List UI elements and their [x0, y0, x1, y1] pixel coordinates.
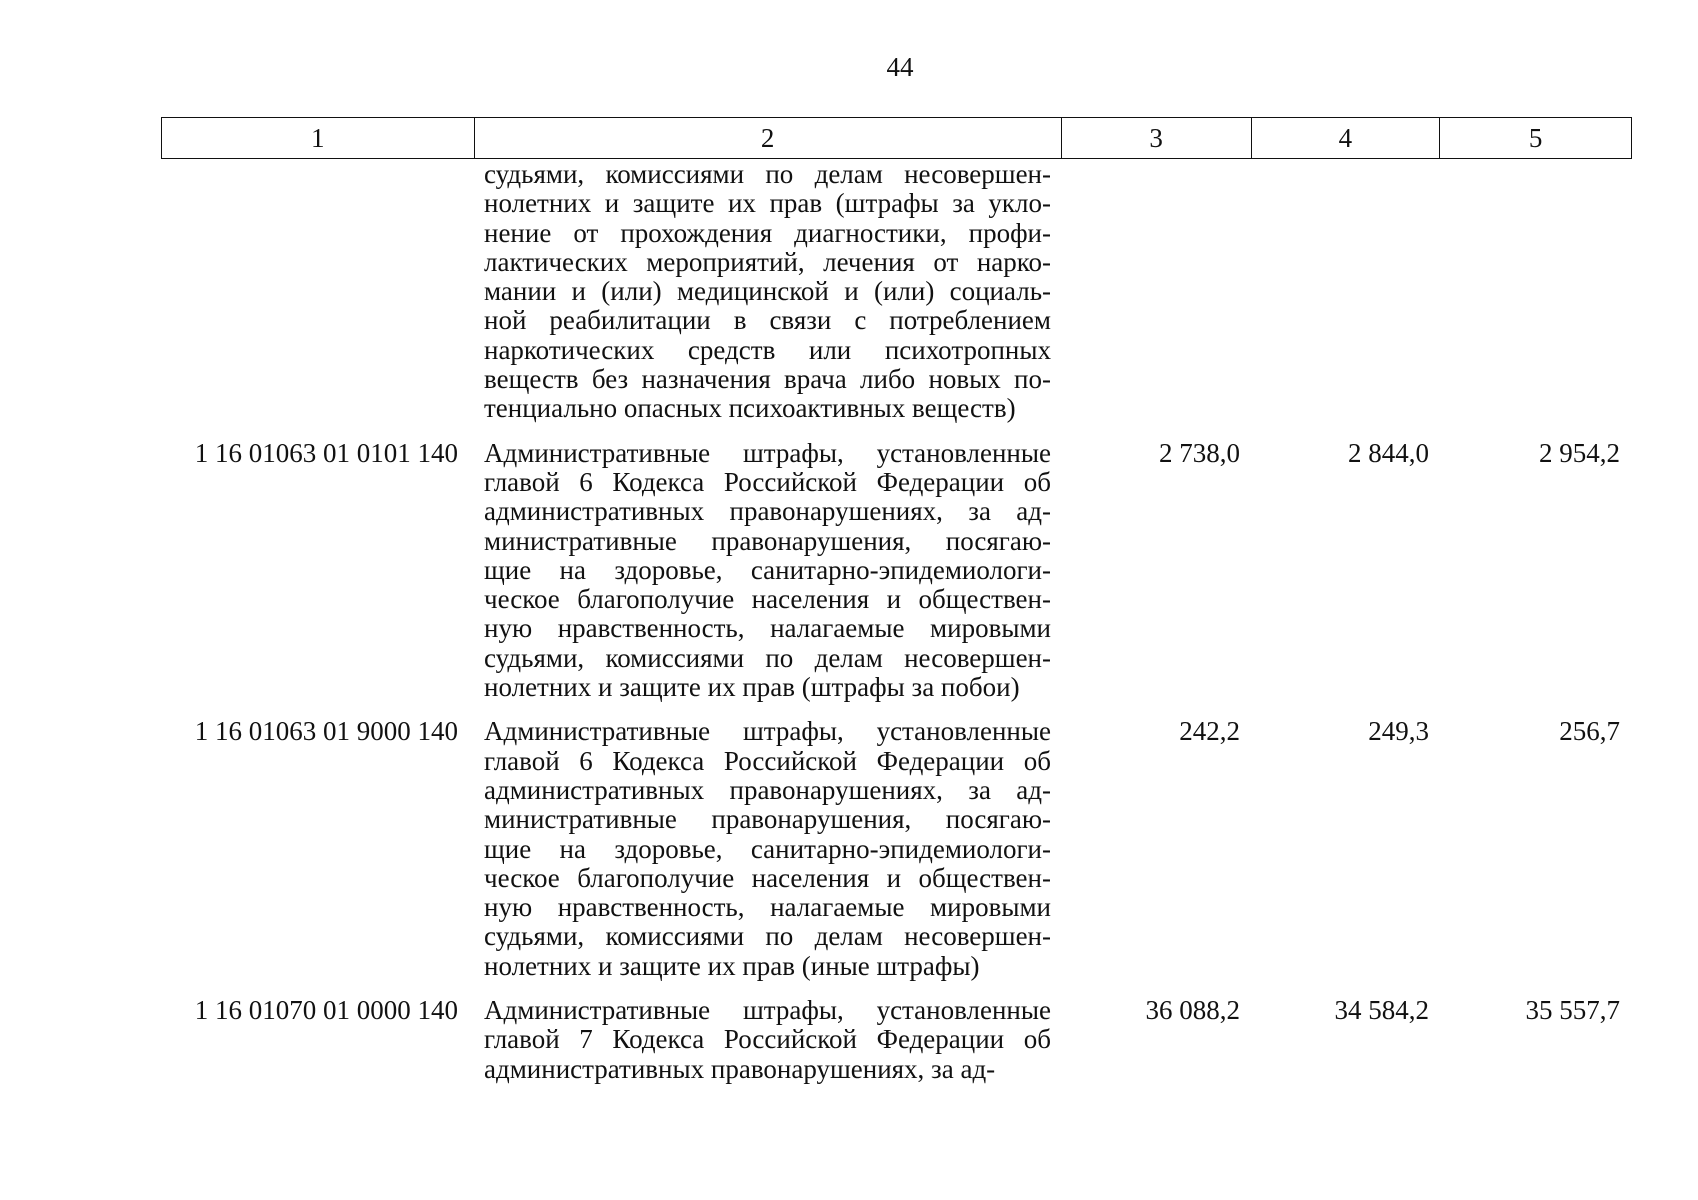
description-line: Административные штрафы, установленные [484, 437, 1051, 468]
budget-code: 1 16 01063 01 0101 140 [194, 437, 458, 468]
value-col-3: 242,2 [1179, 716, 1240, 747]
row-description [474, 717, 1062, 981]
header-col-3: 3 [1062, 118, 1252, 158]
header-col-5: 5 [1528, 123, 1543, 153]
description-line: щие на здоровье, санитарно-эпидемиологи- [484, 554, 1051, 585]
value-col-3: 36 088,2 [1145, 995, 1240, 1026]
description-line: ческое благополучие населения и обществен- [484, 584, 1051, 615]
description-line: министративные правонарушения, посягаю- [484, 804, 1051, 835]
table-row [161, 717, 1632, 981]
value-col-5: 256,7 [1559, 716, 1620, 747]
table-body [161, 160, 1632, 1099]
value-col-5 [1441, 160, 1632, 424]
description-line: щие на здоровье, санитарно-эпидемиологи- [484, 833, 1051, 864]
row-description [474, 996, 1062, 1084]
description-line: главой 7 Кодекса Российской Федерации об [484, 1024, 1051, 1055]
description-line: нолетних и защите их прав (штрафы за укло- [484, 188, 1051, 219]
value-col-4: 249,3 [1368, 716, 1429, 747]
budget-code [161, 160, 474, 424]
value-col-3 [1062, 160, 1252, 424]
description-line: ной реабилитации в связи с потреблением [484, 305, 1051, 336]
value-col-4: 34 584,2 [1334, 995, 1429, 1026]
header-col-1: 1 [162, 118, 475, 158]
description-line: административных правонарушениях, за ад- [484, 1053, 996, 1084]
budget-code: 1 16 01070 01 0000 140 [194, 995, 458, 1026]
table-header [161, 117, 1632, 159]
description-line: судьями, комиссиями по делам несовершен- [484, 921, 1051, 952]
description-line: главой 6 Кодекса Российской Федерации об [484, 466, 1051, 497]
header-col-2: 2 [475, 118, 1062, 158]
description-line: ческое благополучие населения и обществен- [484, 862, 1051, 893]
description-line: судьями, комиссиями по делам несовершен- [484, 642, 1051, 673]
table-row [161, 160, 1632, 424]
description-line: главой 6 Кодекса Российской Федерации об [484, 745, 1051, 776]
description-line: административных правонарушениях, за ад- [484, 496, 1051, 527]
header-col-4: 4 [1252, 118, 1441, 158]
description-line: ную нравственность, налагаемые мировыми [484, 613, 1051, 644]
description-line: веществ без назначения врача либо новых по- [484, 364, 1051, 395]
value-col-4 [1252, 160, 1441, 424]
page-number: 44 [886, 52, 914, 82]
description-line: нолетних и защите их прав (иные штрафы) [484, 950, 980, 981]
description-line: Административные штрафы, установленные [484, 995, 1051, 1026]
description-line: нолетних и защите их прав (штрафы за побои) [484, 672, 1020, 703]
description-line: судьями, комиссиями по делам несовершен- [484, 159, 1051, 189]
description-line: нение от прохождения диагностики, профи- [484, 217, 1051, 248]
description-line: Административные штрафы, установленные [484, 716, 1051, 747]
description-line: административных правонарушениях, за ад- [484, 774, 1051, 805]
value-col-3: 2 738,0 [1159, 437, 1240, 468]
table-row [161, 439, 1632, 703]
description-line: наркотических средств или психотропных [484, 334, 1051, 365]
description-line: тенциально опасных психоактивных веществ) [484, 393, 1016, 424]
budget-code: 1 16 01063 01 9000 140 [194, 716, 458, 747]
description-line: министративные правонарушения, посягаю- [484, 525, 1051, 556]
value-col-4: 2 844,0 [1348, 437, 1429, 468]
description-line: мании и (или) медицинской и (или) социаль- [484, 276, 1051, 307]
description-line: лактических мероприятий, лечения от нарко- [484, 246, 1051, 277]
value-col-5: 2 954,2 [1539, 437, 1620, 468]
row-description [474, 160, 1062, 424]
description-line: ную нравственность, налагаемые мировыми [484, 892, 1051, 923]
table-row [161, 996, 1632, 1084]
row-description [474, 439, 1062, 703]
value-col-5: 35 557,7 [1525, 995, 1620, 1026]
